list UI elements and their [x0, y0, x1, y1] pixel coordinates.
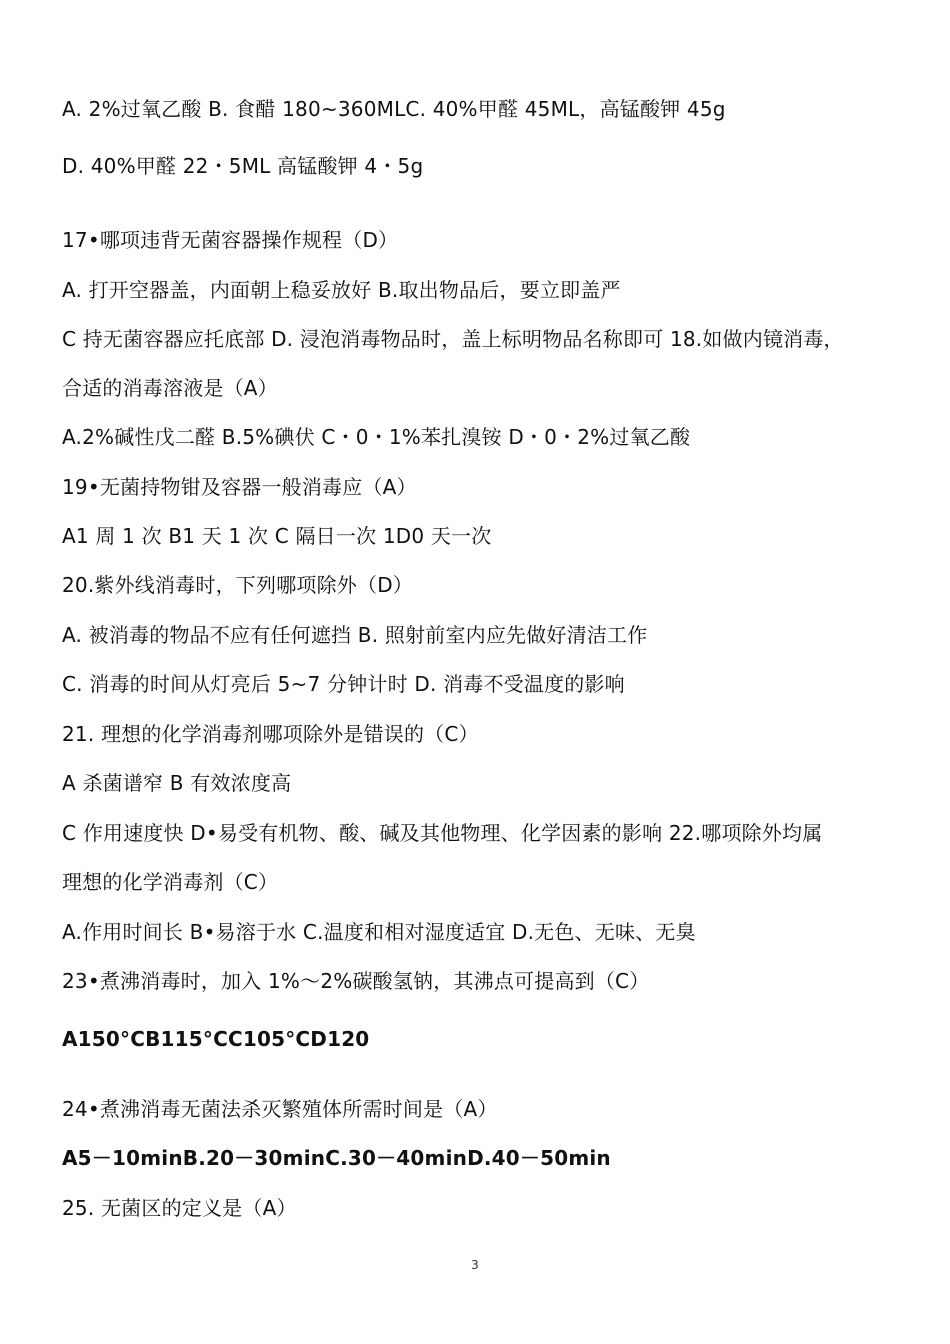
text-line-options-22: A.作用时间长 B•易溶于水 C.温度和相对湿度适宜 D.无色、无味、无臭: [62, 920, 696, 944]
text-line-options-20-ab: A. 被消毒的物品不应有任何遮挡 B. 照射前室内应先做好清洁工作: [62, 623, 648, 647]
text-line-question-20: 20.紫外线消毒时，下列哪项除外（D）: [62, 573, 414, 597]
text-line-question-21: 21. 理想的化学消毒剂哪项除外是错误的（C）: [62, 722, 479, 746]
text-line-options-21-cd-question-22: C 作用速度快 D•易受有机物、酸、碱及其他物理、化学因素的影响 22.哪项除外均属: [62, 821, 823, 845]
text-line-question-24: 24•煮沸消毒无菌法杀灭繁殖体所需时间是（A）: [62, 1097, 498, 1121]
text-line-options-24: A5－10minB.20－30minC.30－40minD.40－50min: [62, 1146, 611, 1170]
text-line-question-22-cont: 理想的化学消毒剂（C）: [62, 870, 279, 894]
text-line-question-17: 17•哪项违背无菌容器操作规程（D）: [62, 228, 399, 252]
text-line-options-23: A150°CB115°CC105°CD120: [62, 1027, 370, 1051]
text-line-options-16: A. 2%过氧乙酸 B. 食醋 180~360MLC. 40%甲醛 45ML，高锰酸钾 45g: [62, 97, 726, 121]
text-line-options-17-ab: A. 打开空器盖，内面朝上稳妥放好 B.取出物品后，要立即盖严: [62, 278, 621, 302]
text-line-question-19: 19•无菌持物钳及容器一般消毒应（A）: [62, 475, 417, 499]
text-line-options-20-cd: C. 消毒的时间从灯亮后 5~7 分钟计时 D. 消毒不受温度的影响: [62, 672, 625, 696]
text-line-option-16-d: D. 40%甲醛 22・5ML 高锰酸钾 4・5g: [62, 154, 424, 178]
page-number: 3: [471, 1258, 479, 1272]
text-line-options-19: A1 周 1 次 B1 天 1 次 C 隔日一次 1D0 天一次: [62, 524, 492, 548]
text-line-options-18: A.2%碱性戊二醛 B.5%碘伏 C・0・1%苯扎溴铵 D・0・2%过氧乙酸: [62, 425, 691, 449]
text-line-question-18-cont: 合适的消毒溶液是（A）: [62, 376, 278, 400]
text-line-options-17-cd-question-18: C 持无菌容器应托底部 D. 浸泡消毒物品时，盖上标明物品名称即可 18.如做内镜消毒，: [62, 327, 844, 351]
text-line-question-25: 25. 无菌区的定义是（A）: [62, 1196, 297, 1220]
text-line-options-21-ab: A 杀菌谱窄 B 有效浓度高: [62, 771, 292, 795]
text-line-question-23: 23•煮沸消毒时，加入 1%〜2%碳酸氢钠，其沸点可提高到（C）: [62, 969, 650, 993]
